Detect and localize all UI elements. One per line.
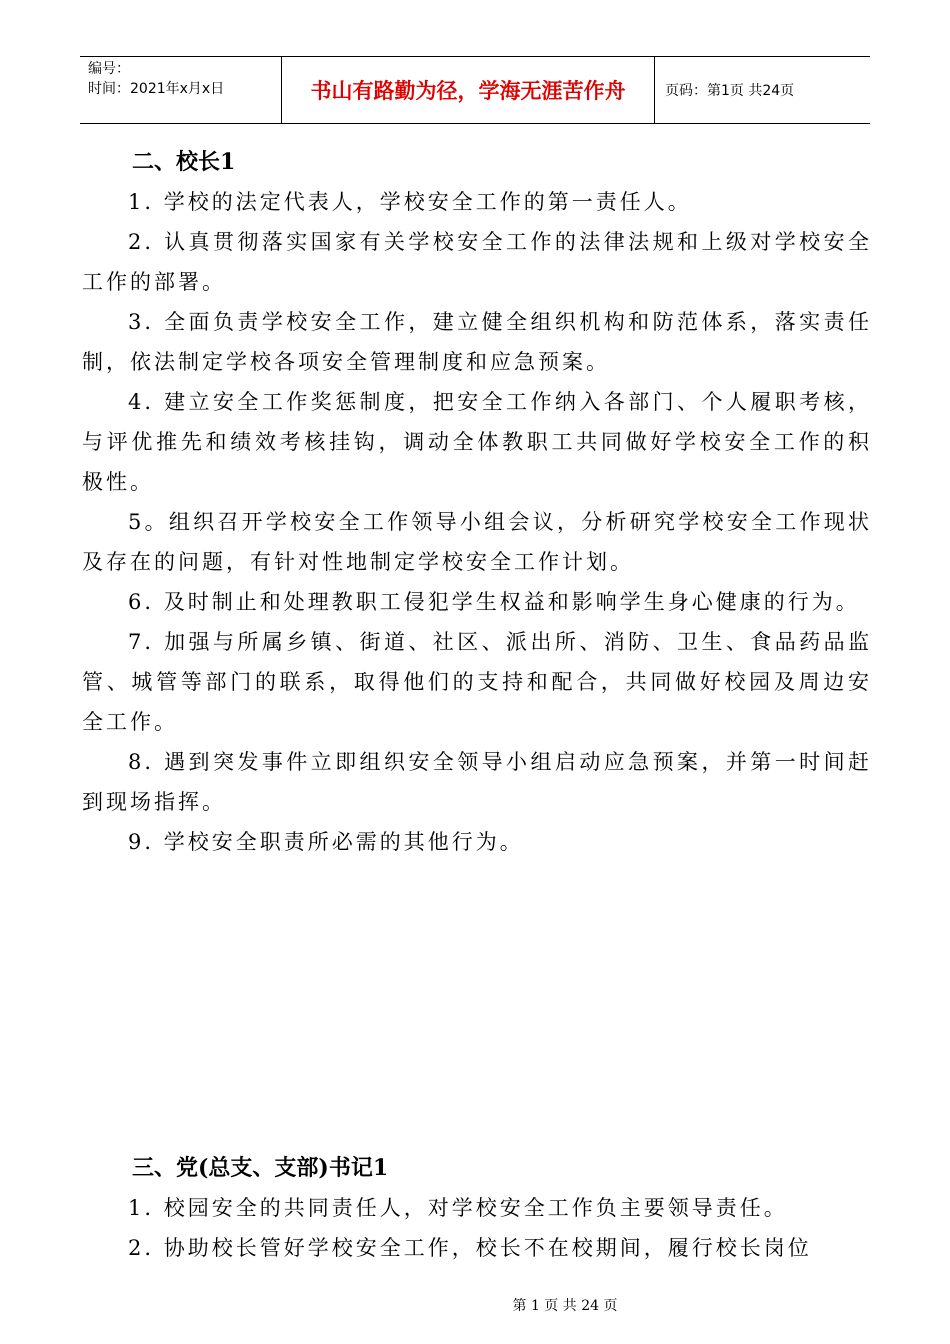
section-title: 二、校长1 — [132, 149, 236, 175]
section-party-secretary — [82, 1148, 872, 1268]
document-header — [80, 56, 870, 124]
paragraph: 5。组织召开学校安全工作领导小组会议，分析研究学校安全工作现状及存在的问题，有针对性地制定学校安全工作计划。 — [82, 510, 872, 574]
header-meta-cell — [80, 57, 282, 123]
section-principal — [82, 142, 872, 862]
section-title: 三、党(总支、支部)书记1 — [132, 1155, 389, 1181]
document-number-label: 编号： — [88, 61, 130, 77]
paragraph: 3. 全面负责学校安全工作，建立健全组织机构和防范体系，落实责任制，依法制定学校各项安全管理制度和应急预案。 — [82, 310, 872, 374]
paragraph: 6. 及时制止和处理教职工侵犯学生权益和影响学生身心健康的行为。 — [128, 590, 860, 614]
paragraph: 2. 协助校长管好学校安全工作，校长不在校期间，履行校长岗位 — [128, 1236, 812, 1260]
document-time-label: 时间：2021年x月x日 — [88, 81, 225, 97]
paragraph: 7. 加强与所属乡镇、街道、社区、派出所、消防、卫生、食品药品监管、城管等部门的联系，取得他们的支持和配合，共同做好校园及周边安全工作。 — [82, 630, 872, 734]
paragraph: 8. 遇到突发事件立即组织安全领导小组启动应急预案，并第一时间赶到现场指挥。 — [82, 750, 872, 814]
paragraph: 1. 学校的法定代表人，学校安全工作的第一责任人。 — [128, 190, 692, 214]
paragraph: 1. 校园安全的共同责任人，对学校安全工作负主要领导责任。 — [128, 1196, 788, 1220]
page-footer: 第 1 页 共 24 页 — [512, 1298, 618, 1314]
paragraph: 4. 建立安全工作奖惩制度，把安全工作纳入各部门、个人履职考核，与评优推先和绩效考核挂钩，调动全体教职工共同做好学校安全工作的积极性。 — [82, 390, 872, 494]
header-page-info: 页码：第1页 共24页 — [665, 83, 795, 99]
paragraph: 9. 学校安全职责所必需的其他行为。 — [128, 830, 524, 854]
paragraph: 2. 认真贯彻落实国家有关学校安全工作的法律法规和上级对学校安全工作的部署。 — [82, 230, 872, 294]
header-motto: 书山有路勤为径，学海无涯苦作舟 — [282, 57, 655, 123]
